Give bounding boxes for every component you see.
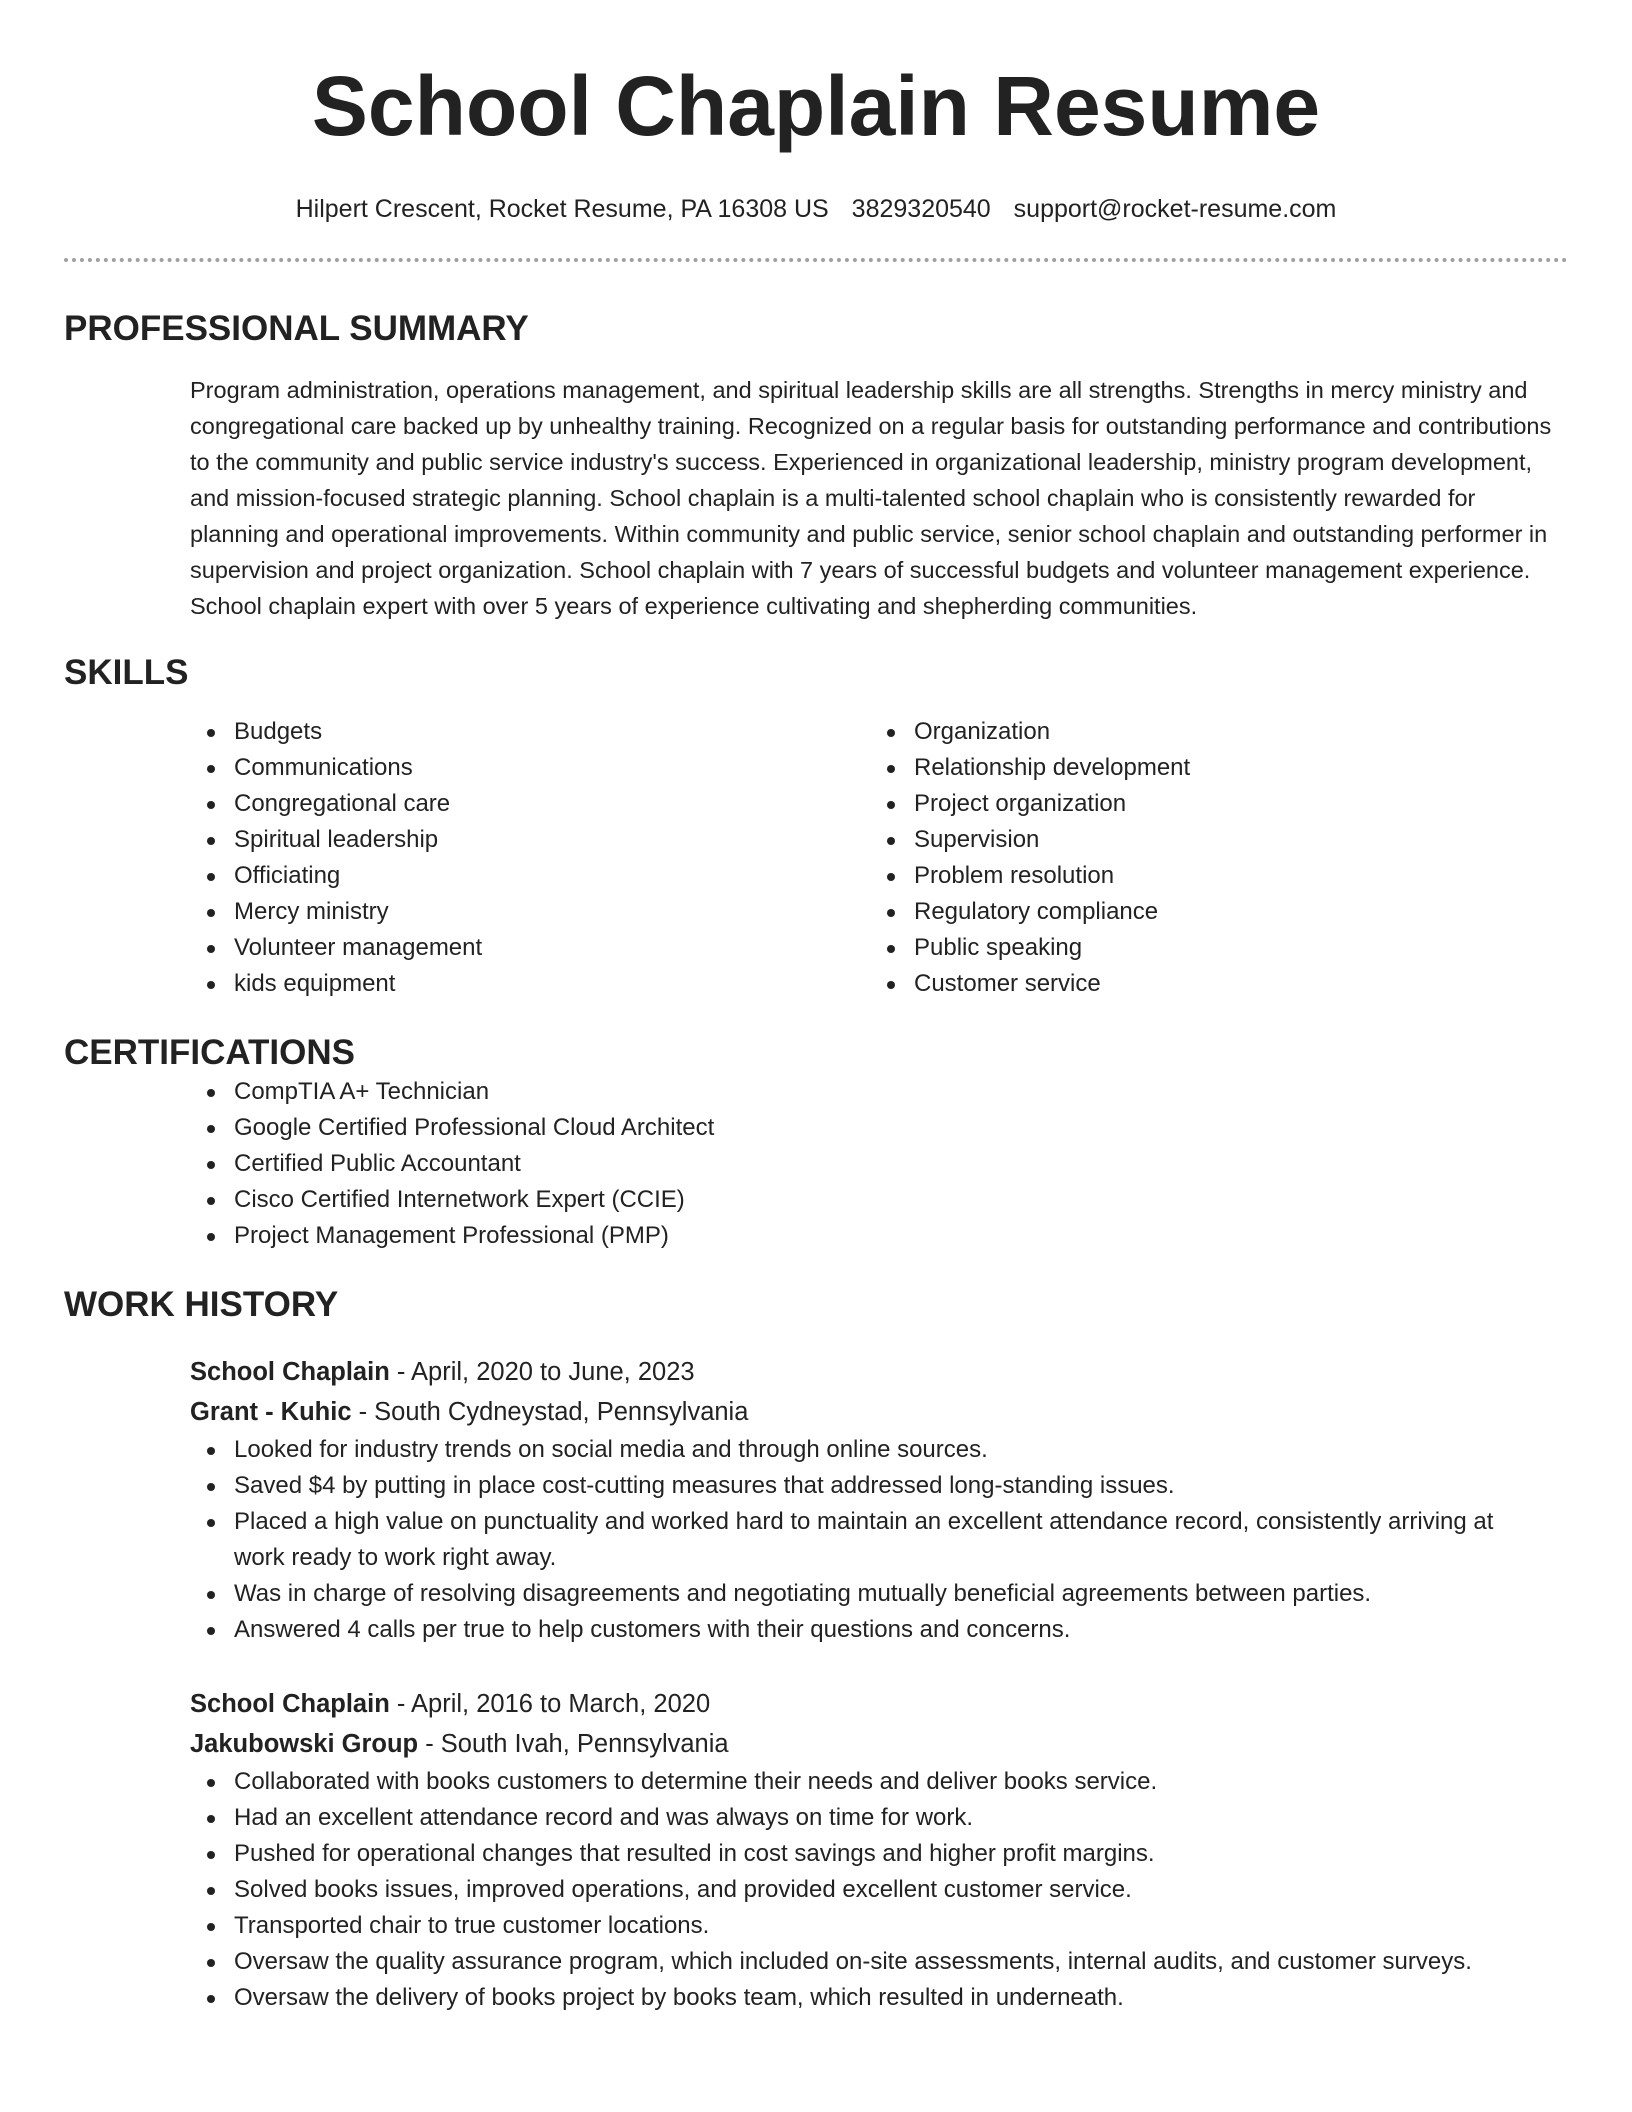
certifications-list — [64, 1074, 1568, 1254]
certification-item: Google Certified Professional Cloud Architect — [64, 1110, 1568, 1146]
job-duty-item: Oversaw the quality assurance program, which included on-site assessments, internal audits, and customer surveys. — [64, 1944, 1568, 1980]
job-entry — [64, 1684, 1568, 2016]
skills-list-right — [744, 714, 1424, 1002]
skills-list-left — [64, 714, 744, 1002]
job-duty-item: Saved $4 by putting in place cost-cutting measures that addressed long-standing issues. — [64, 1468, 1568, 1504]
job-title-line — [190, 1684, 1568, 1724]
skill-item: Regulatory compliance — [744, 894, 1424, 930]
skill-item: Problem resolution — [744, 858, 1424, 894]
skills-column-right — [744, 714, 1424, 1002]
skill-item: Volunteer management — [64, 930, 744, 966]
job-company: Grant - Kuhic — [190, 1398, 352, 1426]
header-divider — [64, 258, 1568, 262]
job-duty-item: Pushed for operational changes that resulted in cost savings and higher profit margins. — [64, 1836, 1568, 1872]
job-location: - South Ivah, Pennsylvania — [418, 1730, 729, 1758]
job-duty-item: Oversaw the delivery of books project by books team, which resulted in underneath. — [64, 1980, 1568, 2016]
job-dates: - April, 2020 to June, 2023 — [389, 1358, 695, 1386]
summary-heading: PROFESSIONAL SUMMARY — [64, 309, 529, 348]
certification-item: Cisco Certified Internetwork Expert (CCIE) — [64, 1182, 1568, 1218]
job-title: School Chaplain — [190, 1358, 390, 1386]
job-company-line — [190, 1392, 1568, 1432]
summary-section — [64, 308, 1568, 624]
job-duty-item: Looked for industry trends on social media and through online sources. — [64, 1432, 1568, 1468]
job-dates: - April, 2016 to March, 2020 — [389, 1690, 711, 1718]
certifications-section — [64, 1032, 1568, 1254]
work-history-section — [64, 1284, 1568, 2016]
skill-item: Spiritual leadership — [64, 822, 744, 858]
certification-item: Certified Public Accountant — [64, 1146, 1568, 1182]
certification-item: CompTIA A+ Technician — [64, 1074, 1568, 1110]
skill-item: Communications — [64, 750, 744, 786]
skills-section — [64, 652, 1568, 1002]
job-company-line — [190, 1724, 1568, 1764]
job-duty-item: Solved books issues, improved operations, and provided excellent customer service. — [64, 1872, 1568, 1908]
skill-item: Congregational care — [64, 786, 744, 822]
skill-item: Project organization — [744, 786, 1424, 822]
contact-phone: 3829320540 — [851, 195, 991, 223]
job-duties-list — [64, 1764, 1568, 2016]
skill-item: Budgets — [64, 714, 744, 750]
skill-item: Customer service — [744, 966, 1424, 1002]
skill-item: Organization — [744, 714, 1424, 750]
skill-item: Mercy ministry — [64, 894, 744, 930]
contact-line — [64, 194, 1568, 224]
summary-text: Program administration, operations management, and spiritual leadership skills are all strengths. Strengths in mercy ministry and congregational care backed up by unhealthy training. Recognized on a regular basis for outstanding performance and contributions to the community and public service industry's success. Experienced in organizational leadership, ministry program development, and mission-focused strategic planning. School chaplain is a multi-talented school chaplain who is consistently rewarded for planning and operational improvements. Within community and public service, senior school chaplain and outstanding performer in supervision and project organization. School chaplain with 7 years of successful budgets and volunteer management experience. School chaplain expert with over 5 years of experience cultivating and shepherding communities. — [190, 377, 1552, 619]
certifications-heading: CERTIFICATIONS — [64, 1033, 356, 1072]
job-duties-list — [64, 1432, 1568, 1648]
job-duty-item: Placed a high value on punctuality and worked hard to maintain an excellent attendance record, consistently arriving at work ready to work right away. — [64, 1504, 1568, 1576]
contact-address: Hilpert Crescent, Rocket Resume, PA 16308 US — [295, 195, 829, 223]
job-duty-item: Transported chair to true customer locations. — [64, 1908, 1568, 1944]
resume-title: School Chaplain Resume — [311, 59, 1321, 153]
work-history-heading: WORK HISTORY — [64, 1285, 339, 1324]
job-title-line — [190, 1352, 1568, 1392]
job-location: - South Cydneystad, Pennsylvania — [351, 1398, 749, 1426]
skill-item: kids equipment — [64, 966, 744, 1002]
skill-item: Supervision — [744, 822, 1424, 858]
contact-email: support@rocket-resume.com — [1013, 195, 1337, 223]
skill-item: Officiating — [64, 858, 744, 894]
certification-item: Project Management Professional (PMP) — [64, 1218, 1568, 1254]
skills-column-left — [64, 714, 744, 1002]
skill-item: Public speaking — [744, 930, 1424, 966]
job-duty-item: Was in charge of resolving disagreements and negotiating mutually beneficial agreements between parties. — [64, 1576, 1568, 1612]
job-company: Jakubowski Group — [190, 1730, 419, 1758]
skills-heading: SKILLS — [64, 653, 189, 692]
job-duty-item: Collaborated with books customers to determine their needs and deliver books service. — [64, 1764, 1568, 1800]
job-duty-item: Had an excellent attendance record and was always on time for work. — [64, 1800, 1568, 1836]
job-title: School Chaplain — [190, 1690, 390, 1718]
skill-item: Relationship development — [744, 750, 1424, 786]
job-entry — [64, 1352, 1568, 1648]
job-duty-item: Answered 4 calls per true to help customers with their questions and concerns. — [64, 1612, 1568, 1648]
skills-grid — [64, 714, 1568, 1002]
